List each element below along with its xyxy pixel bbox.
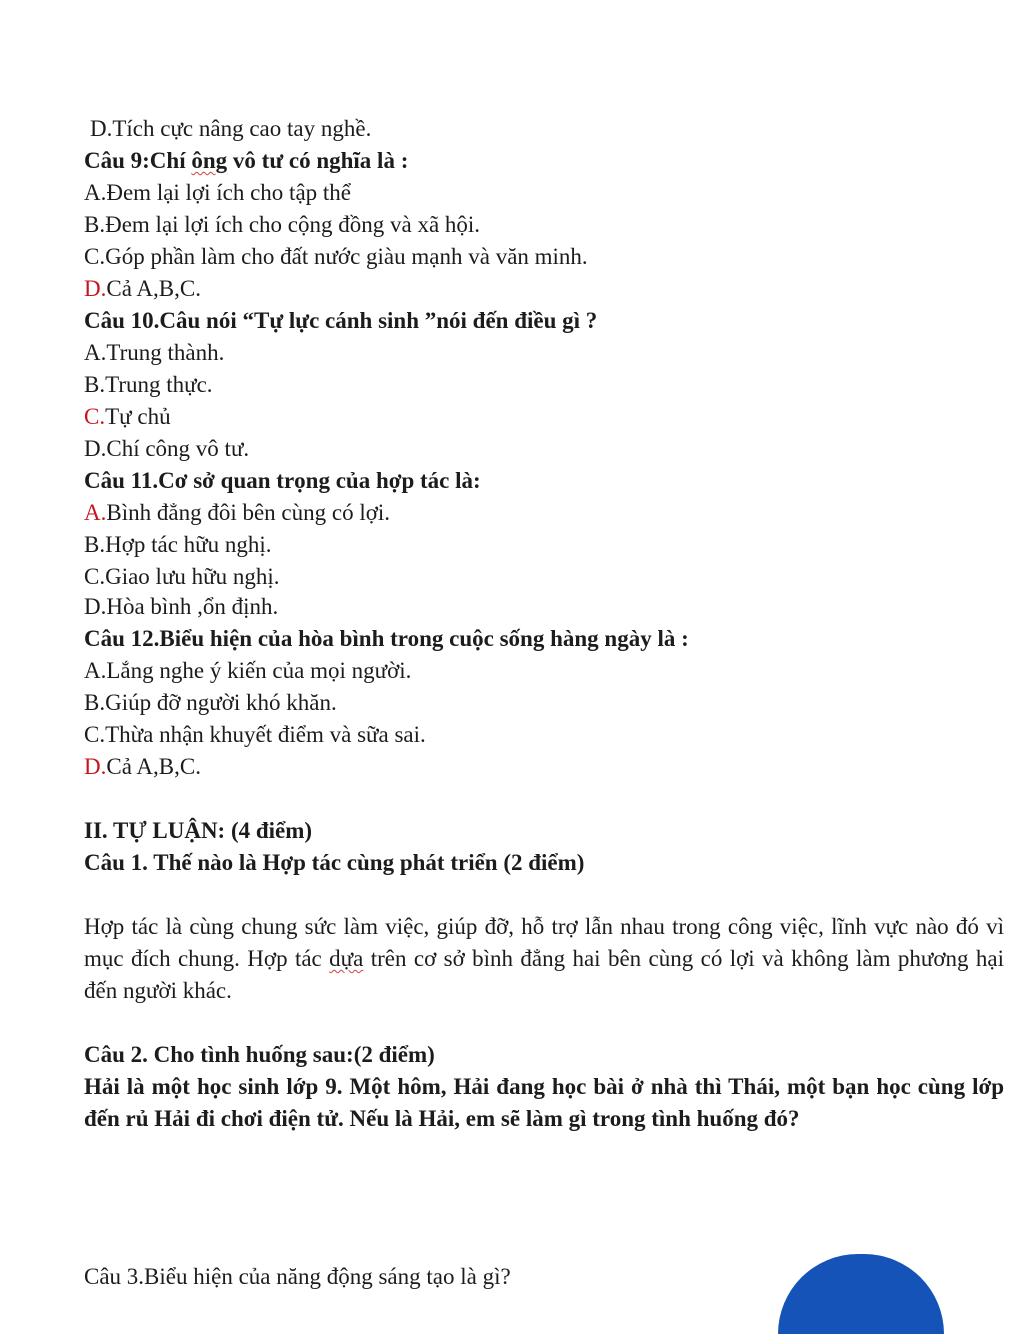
q9-answer-letter: D. [84, 276, 107, 301]
q10-option-d: D.Chí công vô tư. [84, 436, 250, 461]
q10-question: Câu 10.Câu nói “Tự lực cánh sinh ”nói đến điều gì ? [84, 308, 598, 333]
q12-option-b: B.Giúp đỡ người khó khăn. [84, 690, 337, 715]
q12-option-d [84, 752, 201, 782]
q10-option-c-text: Tự chủ [105, 404, 171, 429]
q9-option-b: B.Đem lại lợi ích cho cộng đồng và xã hội. [84, 212, 481, 237]
q11-question: Câu 11.Cơ sở quan trọng của hợp tác là: [84, 468, 481, 493]
q12-option-a: A.Lắng nghe ý kiến của mọi người. [84, 658, 412, 683]
q11-option-a-text: Bình đẳng đôi bên cùng có lợi. [106, 500, 391, 525]
q9-option-a: A.Đem lại lợi ích cho tập thể [84, 180, 352, 205]
q9-option-d [84, 274, 201, 304]
q11-option-a [84, 498, 390, 528]
q12-answer-letter: D. [84, 754, 107, 779]
essay-q1-answer-part1: Hợp tác là cùng chung sức làm việc, giúp đỡ, hỗ trợ lẫn nhau trong công việc, lĩnh vực nào đó vì mục đích chung. Hợp tác [84, 914, 1004, 971]
q10-option-a: A.Trung thành. [84, 340, 225, 365]
essay-q3-title: Câu 3.Biểu hiện của năng động sáng tạo là gì? [84, 1264, 511, 1289]
floating-action-button[interactable] [778, 1254, 944, 1334]
essay-q1-answer [84, 911, 1004, 1007]
q11-option-d: D.Hòa bình ,ổn định. [84, 594, 279, 619]
q10-option-b: B.Trung thực. [84, 372, 213, 397]
q9-option-d-text: Cả A,B,C. [106, 276, 201, 301]
q9-question-end: vô tư có nghĩa là : [227, 148, 409, 173]
q11-option-b: B.Hợp tác hữu nghị. [84, 532, 272, 557]
q11-answer-letter: A. [84, 500, 107, 525]
q10-answer-letter: C. [84, 404, 106, 429]
q12-option-d-text: Cả A,B,C. [106, 754, 201, 779]
essay-q2-title: Câu 2. Cho tình huống sau:(2 điểm) [84, 1042, 435, 1067]
q12-option-c: C.Thừa nhận khuyết điểm và sữa sai. [84, 722, 426, 747]
q9-question [84, 146, 408, 176]
q9-question-start: Câu 9:Chí [84, 148, 192, 173]
q12-question: Câu 12.Biểu hiện của hòa bình trong cuộc sống hàng ngày là : [84, 626, 689, 651]
q11-option-c: C.Giao lưu hữu nghị. [84, 564, 280, 589]
essay-section-title: II. TỰ LUẬN: (4 điểm) [84, 818, 313, 843]
q9-question-underlined-word: ông [191, 148, 228, 173]
q9-option-c: C.Góp phần làm cho đất nước giàu mạnh và văn minh. [84, 244, 588, 269]
essay-q1-answer-part2: trên cơ sở bình đẳng hai bên cùng có lợi và không làm phương hại đến người khác. [84, 946, 1004, 1003]
q8-option-d: D.Tích cực nâng cao tay nghề. [90, 116, 372, 141]
essay-q2-text: Hải là một học sinh lớp 9. Một hôm, Hải đang học bài ở nhà thì Thái, một bạn học cùng lớp đến rủ Hải đi chơi điện tử. Nếu là Hải, em sẽ làm gì trong tình huống đó? [84, 1074, 1004, 1131]
essay-q1-answer-underlined-word: dựa [329, 946, 364, 971]
essay-q1-title: Câu 1. Thế nào là Hợp tác cùng phát triển (2 điểm) [84, 850, 585, 875]
q10-option-c [84, 402, 171, 432]
